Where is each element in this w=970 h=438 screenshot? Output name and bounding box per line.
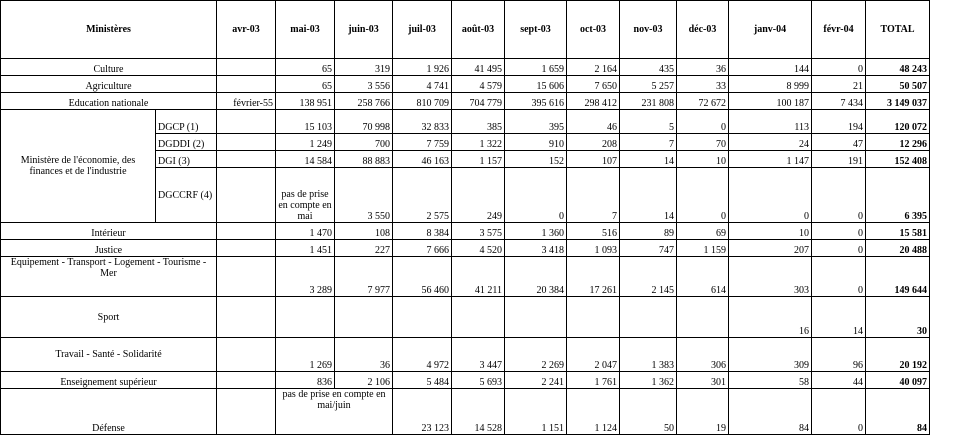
data-cell: 5 257	[620, 76, 677, 93]
data-cell: 1 451	[276, 240, 335, 257]
total-cell: 40 097	[866, 372, 930, 389]
data-cell: 1 093	[567, 240, 620, 257]
data-cell: 24	[729, 134, 812, 151]
data-cell	[217, 297, 276, 338]
data-cell: 69	[677, 223, 729, 240]
data-cell: 46	[567, 110, 620, 134]
data-cell: 7	[567, 168, 620, 223]
data-cell: 3 550	[335, 168, 393, 223]
table-row-defense	[1, 389, 930, 435]
data-cell: 309	[729, 338, 812, 372]
data-cell	[217, 151, 276, 168]
total-cell: 3 149 037	[866, 93, 930, 110]
data-cell: 2 145	[620, 257, 677, 297]
data-cell: 0	[812, 223, 866, 240]
data-cell: 70	[677, 134, 729, 151]
total-cell: 20 192	[866, 338, 930, 372]
total-cell: 30	[866, 297, 930, 338]
data-cell: 2 047	[567, 338, 620, 372]
data-cell: 84	[729, 389, 812, 435]
data-cell: 301	[677, 372, 729, 389]
directorate-label: DGCP (1)	[156, 110, 217, 134]
data-cell: 14	[812, 297, 866, 338]
row-label: Intérieur	[1, 223, 217, 240]
header-ministeres: Ministères	[1, 1, 217, 59]
row-label: Sport	[1, 297, 217, 338]
table-row-culture	[1, 59, 930, 76]
data-cell: 3 289	[276, 257, 335, 297]
data-cell: 7	[620, 134, 677, 151]
data-cell: 395	[505, 110, 567, 134]
note-cell: pas de prise en compte en mai/juin	[276, 389, 393, 435]
data-cell: 385	[452, 110, 505, 134]
total-cell: 15 581	[866, 223, 930, 240]
data-cell: 1 249	[276, 134, 335, 151]
data-cell: 1 159	[677, 240, 729, 257]
total-cell: 50 507	[866, 76, 930, 93]
data-cell: 910	[505, 134, 567, 151]
data-cell: 1 659	[505, 59, 567, 76]
total-cell: 152 408	[866, 151, 930, 168]
data-cell: 3 575	[452, 223, 505, 240]
row-label: Justice	[1, 240, 217, 257]
row-label: Culture	[1, 59, 217, 76]
data-cell: 14 584	[276, 151, 335, 168]
total-cell: 48 243	[866, 59, 930, 76]
header-month: oct-03	[567, 1, 620, 59]
data-cell	[217, 389, 276, 435]
data-cell: 44	[812, 372, 866, 389]
data-cell: 0	[677, 110, 729, 134]
table-row-justice	[1, 240, 930, 257]
data-cell	[217, 240, 276, 257]
data-cell	[620, 297, 677, 338]
data-cell: 7 650	[567, 76, 620, 93]
data-cell: 700	[335, 134, 393, 151]
data-cell: 231 808	[620, 93, 677, 110]
data-cell	[217, 110, 276, 134]
data-cell: 36	[677, 59, 729, 76]
data-cell: 194	[812, 110, 866, 134]
data-cell: 50	[620, 389, 677, 435]
data-cell: 88 883	[335, 151, 393, 168]
header-month: nov-03	[620, 1, 677, 59]
data-cell: 21	[812, 76, 866, 93]
data-cell: 298 412	[567, 93, 620, 110]
data-cell: 15 606	[505, 76, 567, 93]
data-cell: 1 157	[452, 151, 505, 168]
header-month: févr-04	[812, 1, 866, 59]
data-cell: 70 998	[335, 110, 393, 134]
data-cell: 46 163	[393, 151, 452, 168]
data-cell: 4 741	[393, 76, 452, 93]
data-cell: 319	[335, 59, 393, 76]
data-cell: 810 709	[393, 93, 452, 110]
table-row-sport	[1, 297, 930, 338]
data-cell: 836	[276, 372, 335, 389]
data-cell: 5 693	[452, 372, 505, 389]
data-cell	[217, 257, 276, 297]
row-label: Education nationale	[1, 93, 217, 110]
data-cell	[217, 59, 276, 76]
data-cell: 614	[677, 257, 729, 297]
data-cell: 1 926	[393, 59, 452, 76]
data-cell: 14	[620, 168, 677, 223]
data-cell	[505, 297, 567, 338]
directorate-label: DGCCRF (4)	[156, 168, 217, 223]
data-cell: 4 972	[393, 338, 452, 372]
data-cell	[335, 297, 393, 338]
data-cell: 4 520	[452, 240, 505, 257]
data-cell: 47	[812, 134, 866, 151]
header-month: sept-03	[505, 1, 567, 59]
data-cell: 2 269	[505, 338, 567, 372]
data-cell: 0	[677, 168, 729, 223]
data-cell: 36	[335, 338, 393, 372]
data-cell: 65	[276, 76, 335, 93]
total-cell: 120 072	[866, 110, 930, 134]
data-cell: 65	[276, 59, 335, 76]
row-label: Agriculture	[1, 76, 217, 93]
data-cell	[217, 338, 276, 372]
data-cell: 3 556	[335, 76, 393, 93]
directorate-label: DGDDI (2)	[156, 134, 217, 151]
data-cell: 72 672	[677, 93, 729, 110]
data-cell: 2 106	[335, 372, 393, 389]
data-cell: 5	[620, 110, 677, 134]
data-cell	[452, 297, 505, 338]
data-cell: pas de prise en compte en mai	[276, 168, 335, 223]
data-cell: 249	[452, 168, 505, 223]
header-month: juil-03	[393, 1, 452, 59]
row-label: Equipement - Transport - Logement - Tourisme - Mer	[1, 257, 217, 297]
data-cell: 5 484	[393, 372, 452, 389]
data-cell: 0	[812, 240, 866, 257]
data-cell: 10	[677, 151, 729, 168]
data-cell: 20 384	[505, 257, 567, 297]
data-cell: 303	[729, 257, 812, 297]
row-label: Défense	[1, 389, 217, 435]
data-cell: 14	[620, 151, 677, 168]
data-cell: 41 495	[452, 59, 505, 76]
data-cell: 258 766	[335, 93, 393, 110]
row-label: Enseignement supérieur	[1, 372, 217, 389]
table-row-enseignement	[1, 372, 930, 389]
data-cell: 41 211	[452, 257, 505, 297]
ministry-group-label: Ministère de l'économie, des finances et de l'industrie	[1, 110, 156, 223]
header-month: déc-03	[677, 1, 729, 59]
total-cell: 20 488	[866, 240, 930, 257]
data-cell: 23 123	[393, 389, 452, 435]
table-row-agriculture	[1, 76, 930, 93]
data-cell: 191	[812, 151, 866, 168]
data-cell	[217, 168, 276, 223]
data-cell: 32 833	[393, 110, 452, 134]
data-cell: 17 261	[567, 257, 620, 297]
header-month: juin-03	[335, 1, 393, 59]
data-cell: 56 460	[393, 257, 452, 297]
table-row-equipement	[1, 257, 930, 297]
data-cell: 2 241	[505, 372, 567, 389]
data-cell: 8 384	[393, 223, 452, 240]
data-cell: 207	[729, 240, 812, 257]
data-cell: 16	[729, 297, 812, 338]
total-cell: 6 395	[866, 168, 930, 223]
data-cell: 3 447	[452, 338, 505, 372]
data-cell	[217, 372, 276, 389]
data-cell: 704 779	[452, 93, 505, 110]
data-cell: 1 124	[567, 389, 620, 435]
data-cell: 208	[567, 134, 620, 151]
data-cell: 227	[335, 240, 393, 257]
data-cell: 7 759	[393, 134, 452, 151]
data-cell: 107	[567, 151, 620, 168]
data-cell: 113	[729, 110, 812, 134]
table-row-education	[1, 93, 930, 110]
total-cell: 84	[866, 389, 930, 435]
header-month: août-03	[452, 1, 505, 59]
header-month: mai-03	[276, 1, 335, 59]
data-cell	[217, 134, 276, 151]
data-cell: 7 434	[812, 93, 866, 110]
data-cell: février-55	[217, 93, 276, 110]
data-cell: 96	[812, 338, 866, 372]
data-cell: 8 999	[729, 76, 812, 93]
data-cell: 306	[677, 338, 729, 372]
header-total: TOTAL	[866, 1, 930, 59]
data-cell: 152	[505, 151, 567, 168]
data-cell: 1 151	[505, 389, 567, 435]
total-cell: 12 296	[866, 134, 930, 151]
data-cell: 0	[812, 59, 866, 76]
data-cell: 10	[729, 223, 812, 240]
data-cell: 19	[677, 389, 729, 435]
row-label: Travail - Santé - Solidarité	[1, 338, 217, 372]
total-cell: 149 644	[866, 257, 930, 297]
data-cell: 1 360	[505, 223, 567, 240]
data-cell: 1 362	[620, 372, 677, 389]
data-cell: 14 528	[452, 389, 505, 435]
data-cell: 58	[729, 372, 812, 389]
data-cell: 0	[812, 257, 866, 297]
header-row	[1, 1, 930, 59]
data-cell: 7 977	[335, 257, 393, 297]
header-month: avr-03	[217, 1, 276, 59]
data-cell: 516	[567, 223, 620, 240]
data-cell	[217, 223, 276, 240]
data-cell: 108	[335, 223, 393, 240]
data-cell: 100 187	[729, 93, 812, 110]
data-cell: 33	[677, 76, 729, 93]
data-cell	[217, 76, 276, 93]
data-cell: 1 470	[276, 223, 335, 240]
directorate-label: DGI (3)	[156, 151, 217, 168]
data-cell	[393, 297, 452, 338]
data-cell: 1 761	[567, 372, 620, 389]
data-cell: 7 666	[393, 240, 452, 257]
data-cell: 3 418	[505, 240, 567, 257]
data-cell: 4 579	[452, 76, 505, 93]
data-cell: 0	[729, 168, 812, 223]
data-cell: 1 269	[276, 338, 335, 372]
table-row-economie-sub	[1, 110, 930, 134]
data-cell: 0	[812, 168, 866, 223]
data-cell: 435	[620, 59, 677, 76]
data-cell: 89	[620, 223, 677, 240]
data-cell	[567, 297, 620, 338]
data-cell: 138 951	[276, 93, 335, 110]
data-cell: 1 147	[729, 151, 812, 168]
data-cell	[276, 297, 335, 338]
table-row-travail	[1, 338, 930, 372]
data-cell: 1 322	[452, 134, 505, 151]
data-cell: 0	[505, 168, 567, 223]
table-row-interieur	[1, 223, 930, 240]
data-cell: 2 575	[393, 168, 452, 223]
data-cell: 15 103	[276, 110, 335, 134]
data-cell: 1 383	[620, 338, 677, 372]
data-cell: 395 616	[505, 93, 567, 110]
data-cell: 747	[620, 240, 677, 257]
data-cell: 0	[812, 389, 866, 435]
header-month: janv-04	[729, 1, 812, 59]
data-cell	[677, 297, 729, 338]
data-cell: 144	[729, 59, 812, 76]
data-cell: 2 164	[567, 59, 620, 76]
